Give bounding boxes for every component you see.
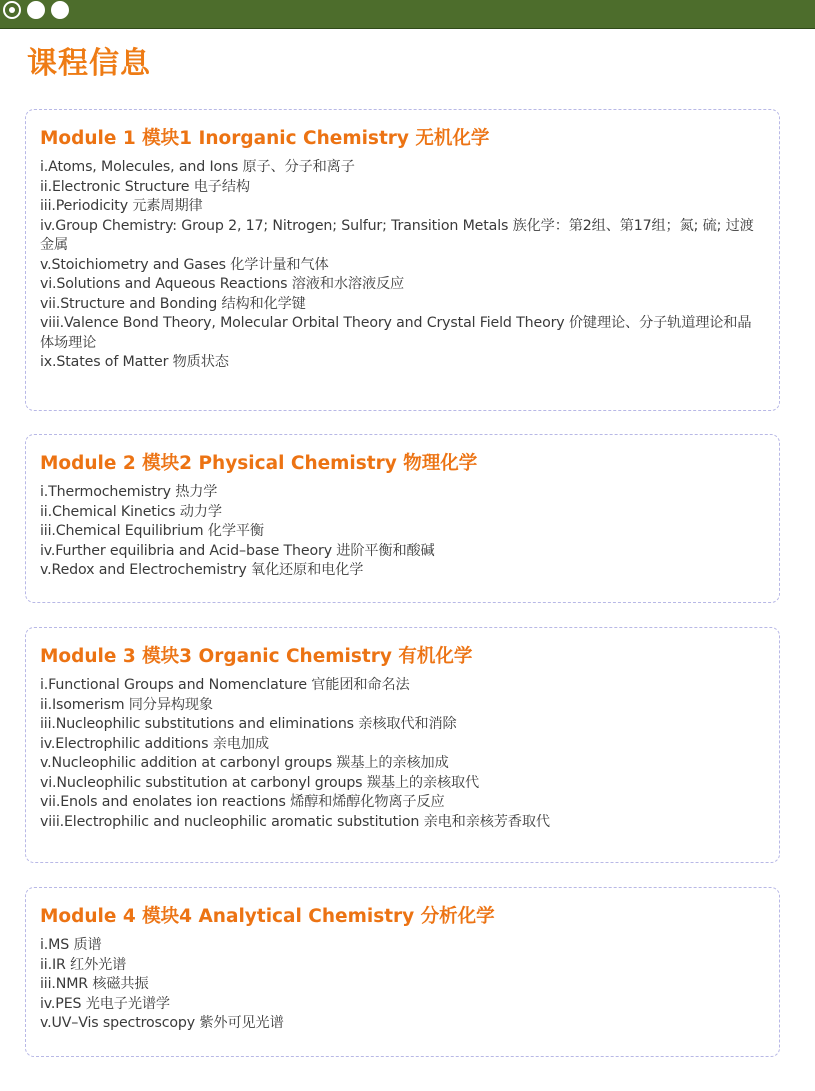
topic-item: i.Functional Groups and Nomenclature 官能团和命名法 <box>40 677 410 693</box>
module-title: Module 1 模块1 Inorganic Chemistry 无机化学 <box>40 128 490 149</box>
topic-list <box>40 936 765 1034</box>
module-title: Module 3 模块3 Organic Chemistry 有机化学 <box>40 646 473 667</box>
window-control-circle-icon[interactable] <box>27 1 45 19</box>
topic-item: vii.Enols and enolates ion reactions 烯醇和烯醇化物离子反应 <box>40 794 445 810</box>
module-title: Module 2 模块2 Physical Chemistry 物理化学 <box>40 453 478 474</box>
topic-item: i.Atoms, Molecules, and Ions 原子、分子和离子 <box>40 159 355 175</box>
topic-item: iv.Group Chemistry: Group 2, 17; Nitrogen; Sulfur; Transition Metals 族化学：第2组、第17组；氮; 硫; 过渡金属 <box>40 217 754 253</box>
topic-item: iv.Electrophilic additions 亲电加成 <box>40 735 269 752</box>
topic-item: iii.Periodicity 元素周期律 <box>40 198 203 214</box>
topic-item: iii.NMR 核磁共振 <box>40 976 149 992</box>
topic-item: v.Redox and Electrochemistry 氧化还原和电化学 <box>40 562 364 578</box>
topic-item: v.Nucleophilic addition at carbonyl groups 羰基上的亲核加成 <box>40 755 449 771</box>
topic-list <box>40 158 765 373</box>
topic-item: viii.Electrophilic and nucleophilic aromatic substitution 亲电和亲核芳香取代 <box>40 813 550 830</box>
topic-item: viii.Valence Bond Theory, Molecular Orbital Theory and Crystal Field Theory 价键理论、分子轨道理论和晶体场理论 <box>40 315 752 351</box>
topic-item: ii.Isomerism 同分异构现象 <box>40 696 213 713</box>
topic-item: ii.Electronic Structure 电子结构 <box>40 178 250 195</box>
module-card <box>25 109 780 411</box>
topic-item: v.Stoichiometry and Gases 化学计量和气体 <box>40 256 329 273</box>
module-card <box>25 887 780 1057</box>
topic-item: vii.Structure and Bonding 结构和化学键 <box>40 295 306 312</box>
topic-item: iii.Chemical Equilibrium 化学平衡 <box>40 523 264 539</box>
topic-item: ii.IR 红外光谱 <box>40 956 127 973</box>
topic-list <box>40 676 765 832</box>
page-title: 课程信息 <box>27 46 151 81</box>
topic-item: iv.Further equilibria and Acid–base Theory 进阶平衡和酸碱 <box>40 542 435 559</box>
window-control-dot-icon[interactable] <box>3 1 21 19</box>
topic-item: ii.Chemical Kinetics 动力学 <box>40 503 222 520</box>
topic-item: iii.Nucleophilic substitutions and eliminations 亲核取代和消除 <box>40 716 457 732</box>
topic-item: i.MS 质谱 <box>40 937 102 953</box>
window-title-bar <box>0 0 815 29</box>
window-control-circle-icon[interactable] <box>51 1 69 19</box>
topic-item: i.Thermochemistry 热力学 <box>40 484 218 500</box>
topic-item: ix.States of Matter 物质状态 <box>40 354 229 370</box>
module-title: Module 4 模块4 Analytical Chemistry 分析化学 <box>40 906 495 927</box>
topic-item: vi.Solutions and Aqueous Reactions 溶液和水溶液反应 <box>40 276 405 292</box>
topic-list <box>40 483 765 581</box>
topic-item: v.UV–Vis spectroscopy 紫外可见光谱 <box>40 1015 284 1031</box>
module-card <box>25 434 780 603</box>
module-card <box>25 627 780 863</box>
topic-item: iv.PES 光电子光谱学 <box>40 995 170 1012</box>
topic-item: vi.Nucleophilic substitution at carbonyl groups 羰基上的亲核取代 <box>40 774 480 791</box>
